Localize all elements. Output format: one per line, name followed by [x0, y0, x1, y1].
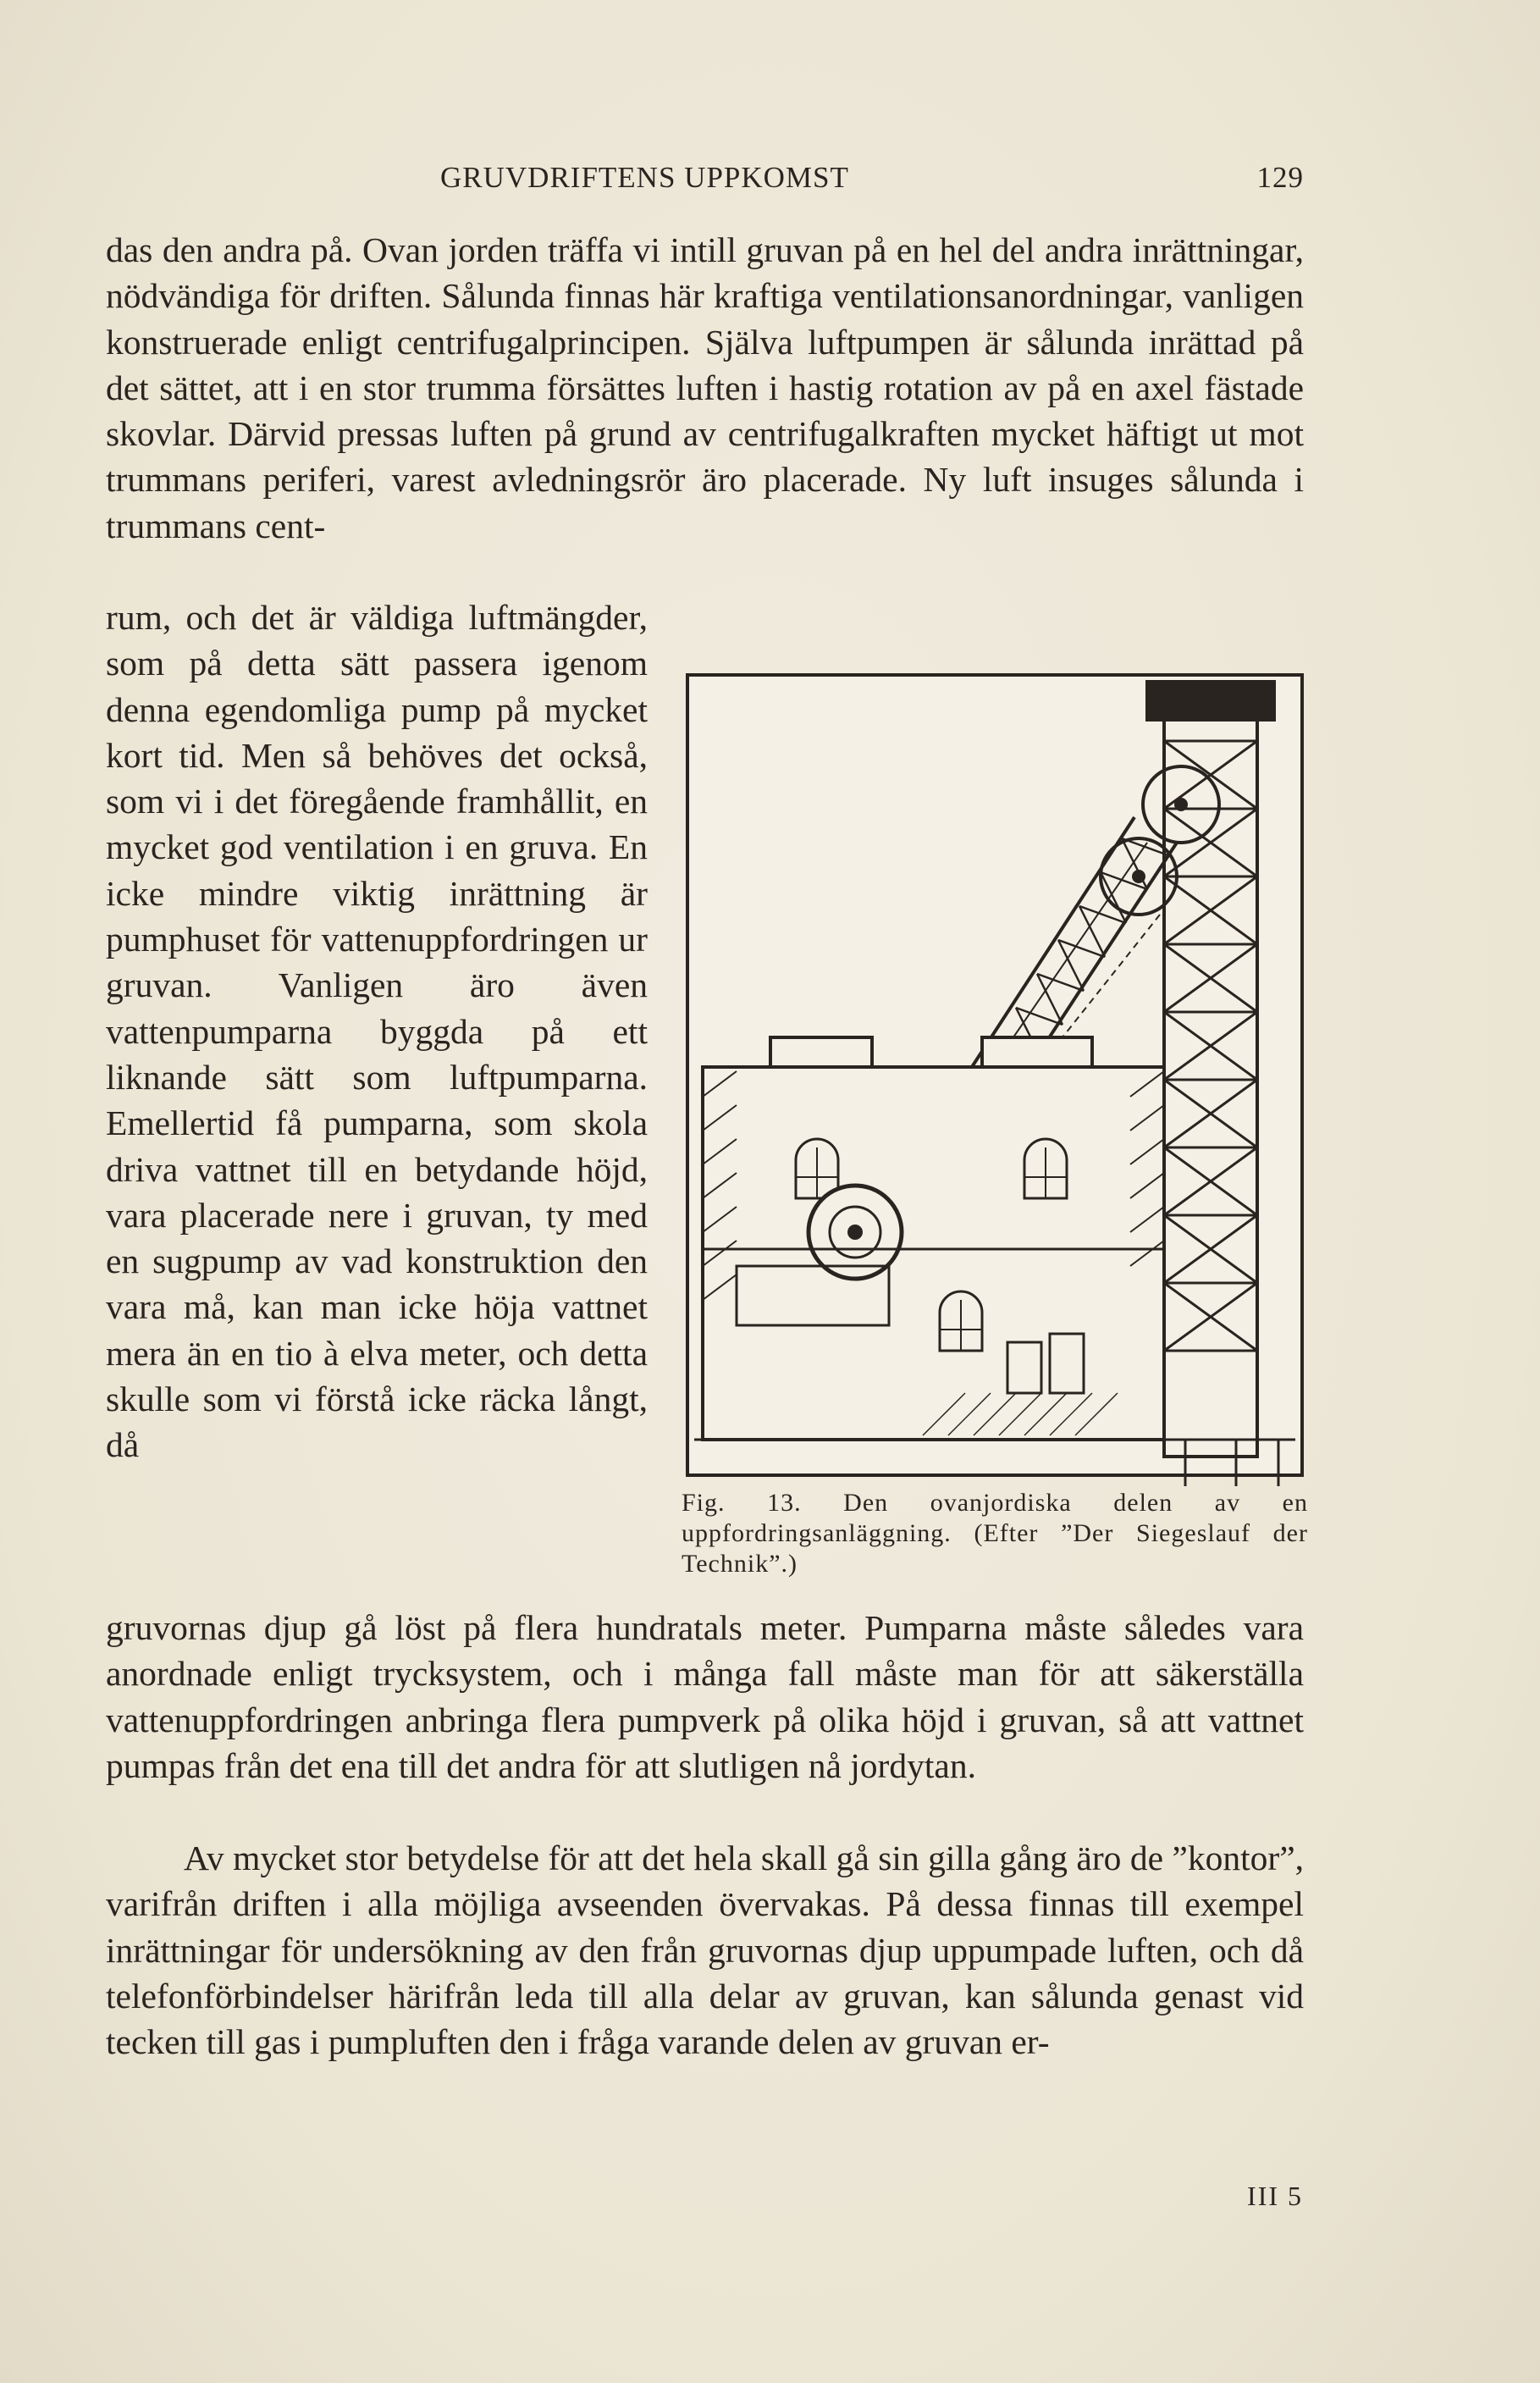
mine-hoist-illustration — [686, 673, 1304, 1520]
paragraph-3 — [106, 1835, 1304, 2065]
page-number: 129 — [1256, 161, 1304, 194]
paragraph-1 — [106, 227, 1304, 549]
wrapped-text: rum, och det är väldiga luftmängder, som på detta sätt passera igenom denna egendomliga pump på mycket kort tid. Men så behöves det också, som vi i det föregående framhållit, en mycket god ventilation i en gruva. En icke mindre viktig inrättning är pumphuset för vattenuppfordringen ur gruvan. Vanligen äro även vattenpumparna byggda på ett liknande sätt som luftpumparna. Emellertid få pumparna, som skola driva vattnet till en betydande höjd, vara placerade nere i gruvan, ty med en sugpump av vad konstruktion den vara må, kan man icke höja vattnet mera än en tio à elva meter, och detta skulle som vi förstå icke räcka långt, då — [106, 598, 648, 1465]
page-header — [106, 161, 1304, 208]
paragraph-2-text: gruvornas djup gå löst på flera hundratals meter. Pumparna måste således vara anordnade enligt trycksystem, och i många fall måste man för att säkerställa vattenuppfordringen anbringa flera pumpverk på olika höjd i gruvan, så att vattnet pumpas från det ena till det andra för att slutligen nå jordytan. — [106, 1608, 1304, 1785]
signature-mark: III 5 — [1247, 2181, 1303, 2211]
figure-caption — [682, 1488, 1308, 1579]
paragraph-1-text: das den andra på. Ovan jorden träffa vi intill gruvan på en hel del andra inrättningar, nödvändiga för driften. Sålunda finnas här kraftiga ventilationsanordningar, vanligen konstruerade enligt centrifugalprincipen. Själva luftpumpen är sålunda inrättad på det sättet, att i en stor trumma försättes luften i hastig rotation av på en axel fästade skovlar. Därvid pressas luften på grund av centrifugalkraften mycket häftigt ut mot trummans periferi, varest avledningsrör äro placerade. Ny luft insuges sålunda i trummans cent- — [106, 230, 1304, 545]
wrapped-column — [106, 594, 648, 1468]
figure-caption-text: Fig. 13. Den ovanjordiska delen av en uppfordringsanläggning. (Efter ”Der Siegeslauf der Technik”.) — [682, 1489, 1308, 1578]
running-head: GRUVDRIFTENS UPPKOMST — [440, 161, 849, 194]
paragraph-2 — [106, 1605, 1304, 1789]
paragraph-3-text: Av mycket stor betydelse för att det hela skall gå sin gilla gång äro de ”kontor”, varifrån driften i alla möjliga avseenden övervakas. På dessa finnas till exempel inrättningar för undersökning av den från gruvornas djup uppumpade luften, och då telefonförbindelser härifrån leda till alla delar av gruvan, kan sålunda genast vid tecken till gas i pumpluften den i fråga varande delen av gruvan er- — [106, 1838, 1304, 2062]
